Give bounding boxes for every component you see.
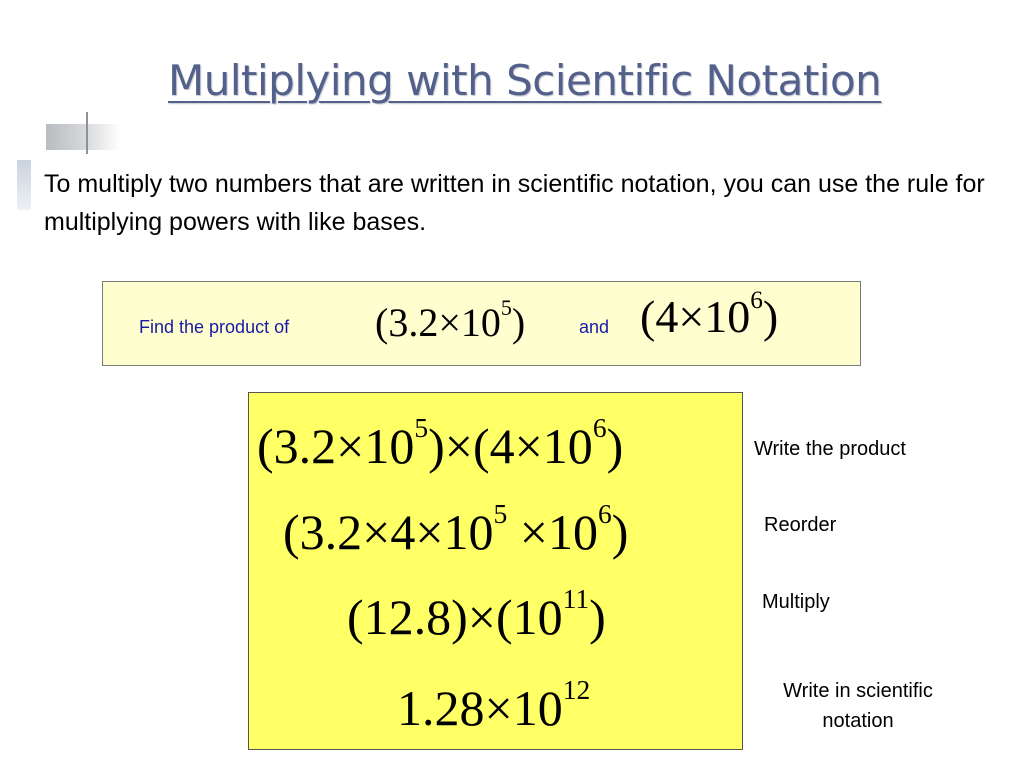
step-3-expression: $(12.8)\times(10^{11})$ <box>347 582 606 645</box>
problem-joiner: and <box>579 317 610 337</box>
slide-title: Multiplying with Scientific Notation <box>168 56 882 105</box>
solution-box <box>248 392 743 750</box>
second-number-expression: $(4\times 10^6)$ <box>640 285 779 342</box>
step-4-expression: $1.28\times 10^{12}$ <box>397 673 591 736</box>
problem-box <box>102 281 861 366</box>
step-2-label: Reorder <box>764 514 837 536</box>
step-2-expression: $(3.2\times 4\times 10^5 \times 10^6)$ <box>283 497 629 560</box>
title-accent-line <box>86 112 88 154</box>
intro-text: To multiply two numbers that are written in scientific notation, you can use the rule for multiplying powers with like bases. <box>44 170 985 236</box>
step-4-label: Write in scientific notation <box>783 680 933 732</box>
step-3-label: Multiply <box>762 591 830 613</box>
title-accent-bar <box>46 124 120 150</box>
step-1-label: Write the product <box>754 438 906 460</box>
body-accent-bar <box>17 160 31 210</box>
problem-prompt: Find the product of <box>139 317 290 337</box>
first-number-expression: $(3.2\times 10^5)$ <box>375 295 526 345</box>
step-1-expression: $(3.2\times 10^5)\times(4\times 10^6)$ <box>257 411 624 474</box>
